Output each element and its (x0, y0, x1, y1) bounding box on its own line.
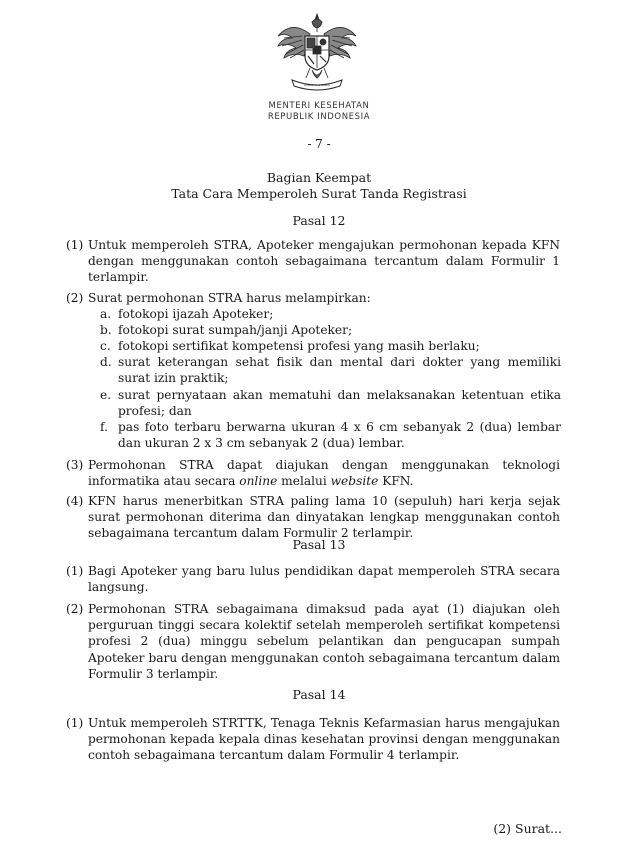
clause-text-part: Permohonan STRA dapat diajukan dengan menggunakan teknologi informatika atau secara (88, 458, 560, 489)
section-title: Tata Cara Memperoleh Surat Tanda Registrasi (171, 186, 467, 201)
svg-text:~~~~~~~~: ~~~~~~~~ (303, 83, 331, 88)
clause-text: Untuk memperoleh STRA, Apoteker mengajukan permohonan kepada KFN dengan menggunakan contoh sebagaimana tercantum dalam Formulir 1 terlampir. (88, 238, 560, 285)
clause-text (88, 457, 560, 489)
website-term: website (330, 474, 379, 489)
clause-number: (2) (66, 291, 84, 305)
clause-number: (1) (66, 716, 84, 730)
clause-text: Surat permohonan STRA harus melampirkan: (88, 291, 371, 305)
clause-text-part: KFN. (378, 474, 414, 489)
list-item: fotokopi sertifikat kompetensi profesi yang masih berlaku; (118, 339, 480, 353)
list-item: fotokopi ijazah Apoteker; (118, 307, 274, 321)
continuation-marker: (2) Surat... (493, 821, 562, 836)
list-item: surat keterangan sehat fisik dan mental dari dokter yang memiliki surat izin praktik; (118, 355, 561, 386)
clause-number: (3) (66, 458, 84, 472)
list-item: fotokopi surat sumpah/janji Apoteker; (118, 323, 353, 337)
list-item: pas foto terbaru berwarna ukuran 4 x 6 cm sebanyak 2 (dua) lembar dan ukuran 2 x 3 cm sebanyak 2 (dua) lembar. (118, 420, 561, 451)
list-letter: d. (100, 355, 112, 369)
list-letter: c. (100, 339, 111, 353)
list-letter: f. (100, 420, 108, 434)
article-heading-12: Pasal 12 (292, 213, 346, 228)
article-heading-13: Pasal 13 (292, 537, 346, 552)
clause-text: Permohonan STRA sebagaimana dimaksud pada ayat (1) diajukan oleh perguruan tinggi secara kolektif setelah memperoleh sertifikat kompetensi profesi 2 (dua) minggu sebelum pelantikan dan pengucapan sumpah Apoteker baru dengan menggunakan contoh sebagaimana tercantum dalam Formulir 3 terlampir. (88, 602, 560, 681)
clause-text: Untuk memperoleh STRTTK, Tenaga Teknis Kefarmasian harus mengajukan permohonan kepada kepala dinas kesehatan provinsi dengan menggunakan contoh sebagaimana tercantum dalam Formulir 4 terlampir. (88, 716, 560, 763)
ministry-name: MENTERI KESEHATAN (268, 101, 370, 111)
clause-text-part: melalui (277, 474, 331, 489)
list-letter: b. (100, 323, 112, 337)
ministry-country: REPUBLIK INDONESIA (267, 112, 371, 122)
clause-number: (4) (66, 494, 84, 508)
article-heading-14: Pasal 14 (292, 687, 346, 702)
clause-number: (1) (66, 564, 84, 578)
garuda-emblem-icon (272, 10, 362, 98)
section-part: Bagian Keempat (266, 170, 372, 185)
clause-text: Bagi Apoteker yang baru lulus pendidikan dapat memperoleh STRA secara langsung. (88, 564, 560, 595)
online-term: online (239, 474, 278, 489)
clause-number: (1) (66, 238, 84, 252)
list-item: surat pernyataan akan mematuhi dan melaksanakan ketentuan etika profesi; dan (118, 388, 561, 419)
clause-number: (2) (66, 602, 84, 616)
clause-text: KFN harus menerbitkan STRA paling lama 10 (sepuluh) hari kerja sejak surat permohonan diterima dan dinyatakan lengkap menggunakan contoh sebagaimana tercantum dalam Formulir 2 terlampir. (88, 494, 560, 541)
list-letter: a. (100, 307, 112, 321)
page-number: - 7 - (307, 137, 331, 151)
list-letter: e. (100, 388, 112, 402)
